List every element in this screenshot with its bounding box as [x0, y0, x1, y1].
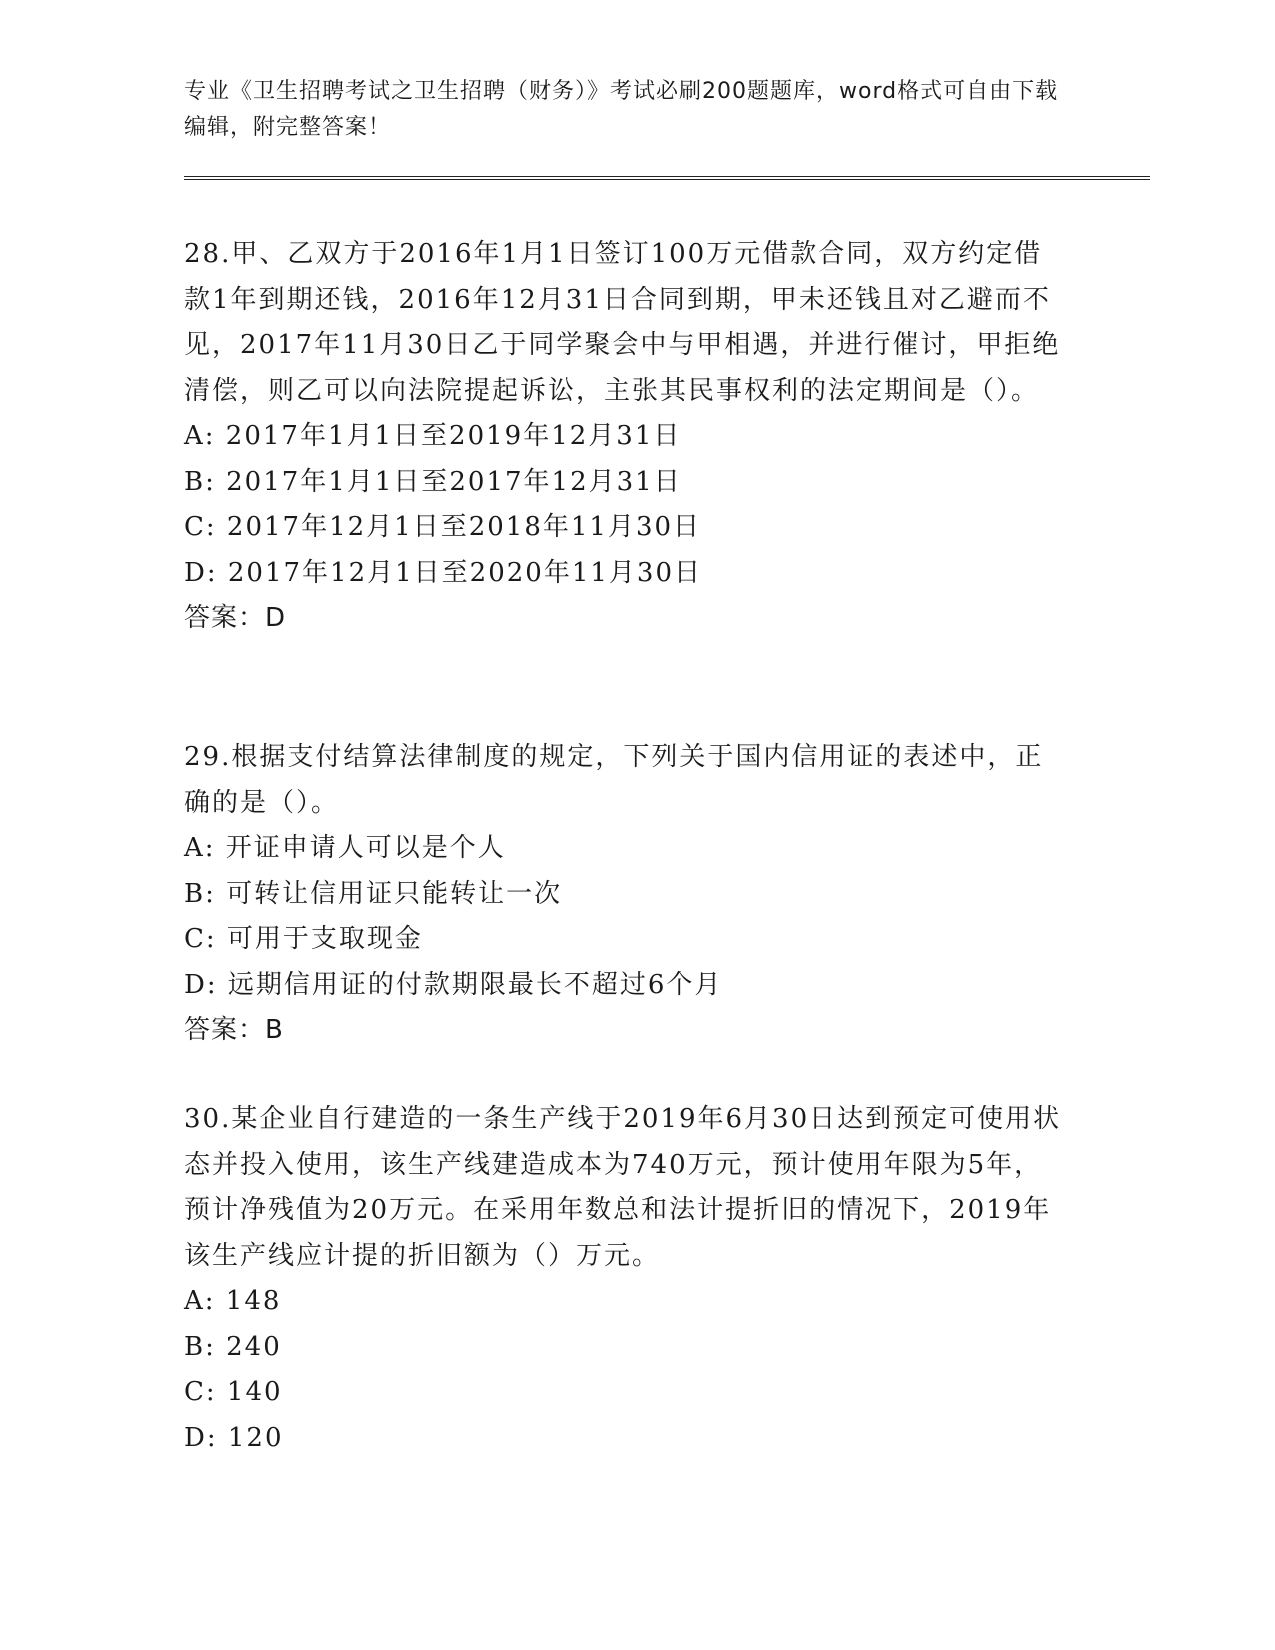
question-stem: 28.甲、乙双方于2016年1月1日签订100万元借款合同，双方约定借款1年到期还钱，2016年12月31日合同到期，甲未还钱且对乙避而不见，2017年11月30日乙于同学聚会中与甲相遇，并进行催讨，甲拒绝清偿，则乙可以向法院提起诉讼，主张其民事权利的法定期间是（）。	[184, 239, 1061, 406]
option-a: A: 2017年1月1日至2019年12月31日	[184, 421, 682, 451]
option-b: B: 2017年1月1日至2017年12月31日	[184, 466, 682, 497]
option-a: A: 开证申请人可以是个人	[184, 833, 506, 863]
option-d: D: 2017年12月1日至2020年11月30日	[184, 557, 703, 588]
header-divider	[184, 176, 1150, 180]
question-30	[184, 1097, 1064, 1461]
option-d: D: 远期信用证的付款期限最长不超过6个月	[184, 969, 723, 1000]
answer-text: 答案：B	[184, 1015, 284, 1045]
option-c: C: 140	[184, 1377, 283, 1407]
option-b: B: 可转让信用证只能转让一次	[184, 878, 563, 909]
option-c: C: 可用于支取现金	[184, 924, 423, 954]
document-header: 专业《卫生招聘考试之卫生招聘（财务）》考试必刷200题题库，word格式可自由下载编辑，附完整答案！	[184, 79, 1059, 140]
option-b: B: 240	[184, 1331, 282, 1362]
question-28	[184, 232, 1064, 642]
option-c: C: 2017年12月1日至2018年11月30日	[184, 512, 702, 542]
answer-text: 答案：D	[184, 603, 287, 633]
question-stem: 30.某企业自行建造的一条生产线于2019年6月30日达到预定可使用状态并投入使用，该生产线建造成本为740万元，预计使用年限为5年，预计净残值为20万元。在采用年数总和法计提折旧的情况下，2019年该生产线应计提的折旧额为（）万元。	[184, 1104, 1062, 1271]
option-a: A: 148	[184, 1286, 282, 1316]
question-29	[184, 735, 1064, 1054]
question-stem: 29.根据支付结算法律制度的规定，下列关于国内信用证的表述中，正确的是（）。	[184, 742, 1044, 818]
option-d: D: 120	[184, 1422, 284, 1453]
